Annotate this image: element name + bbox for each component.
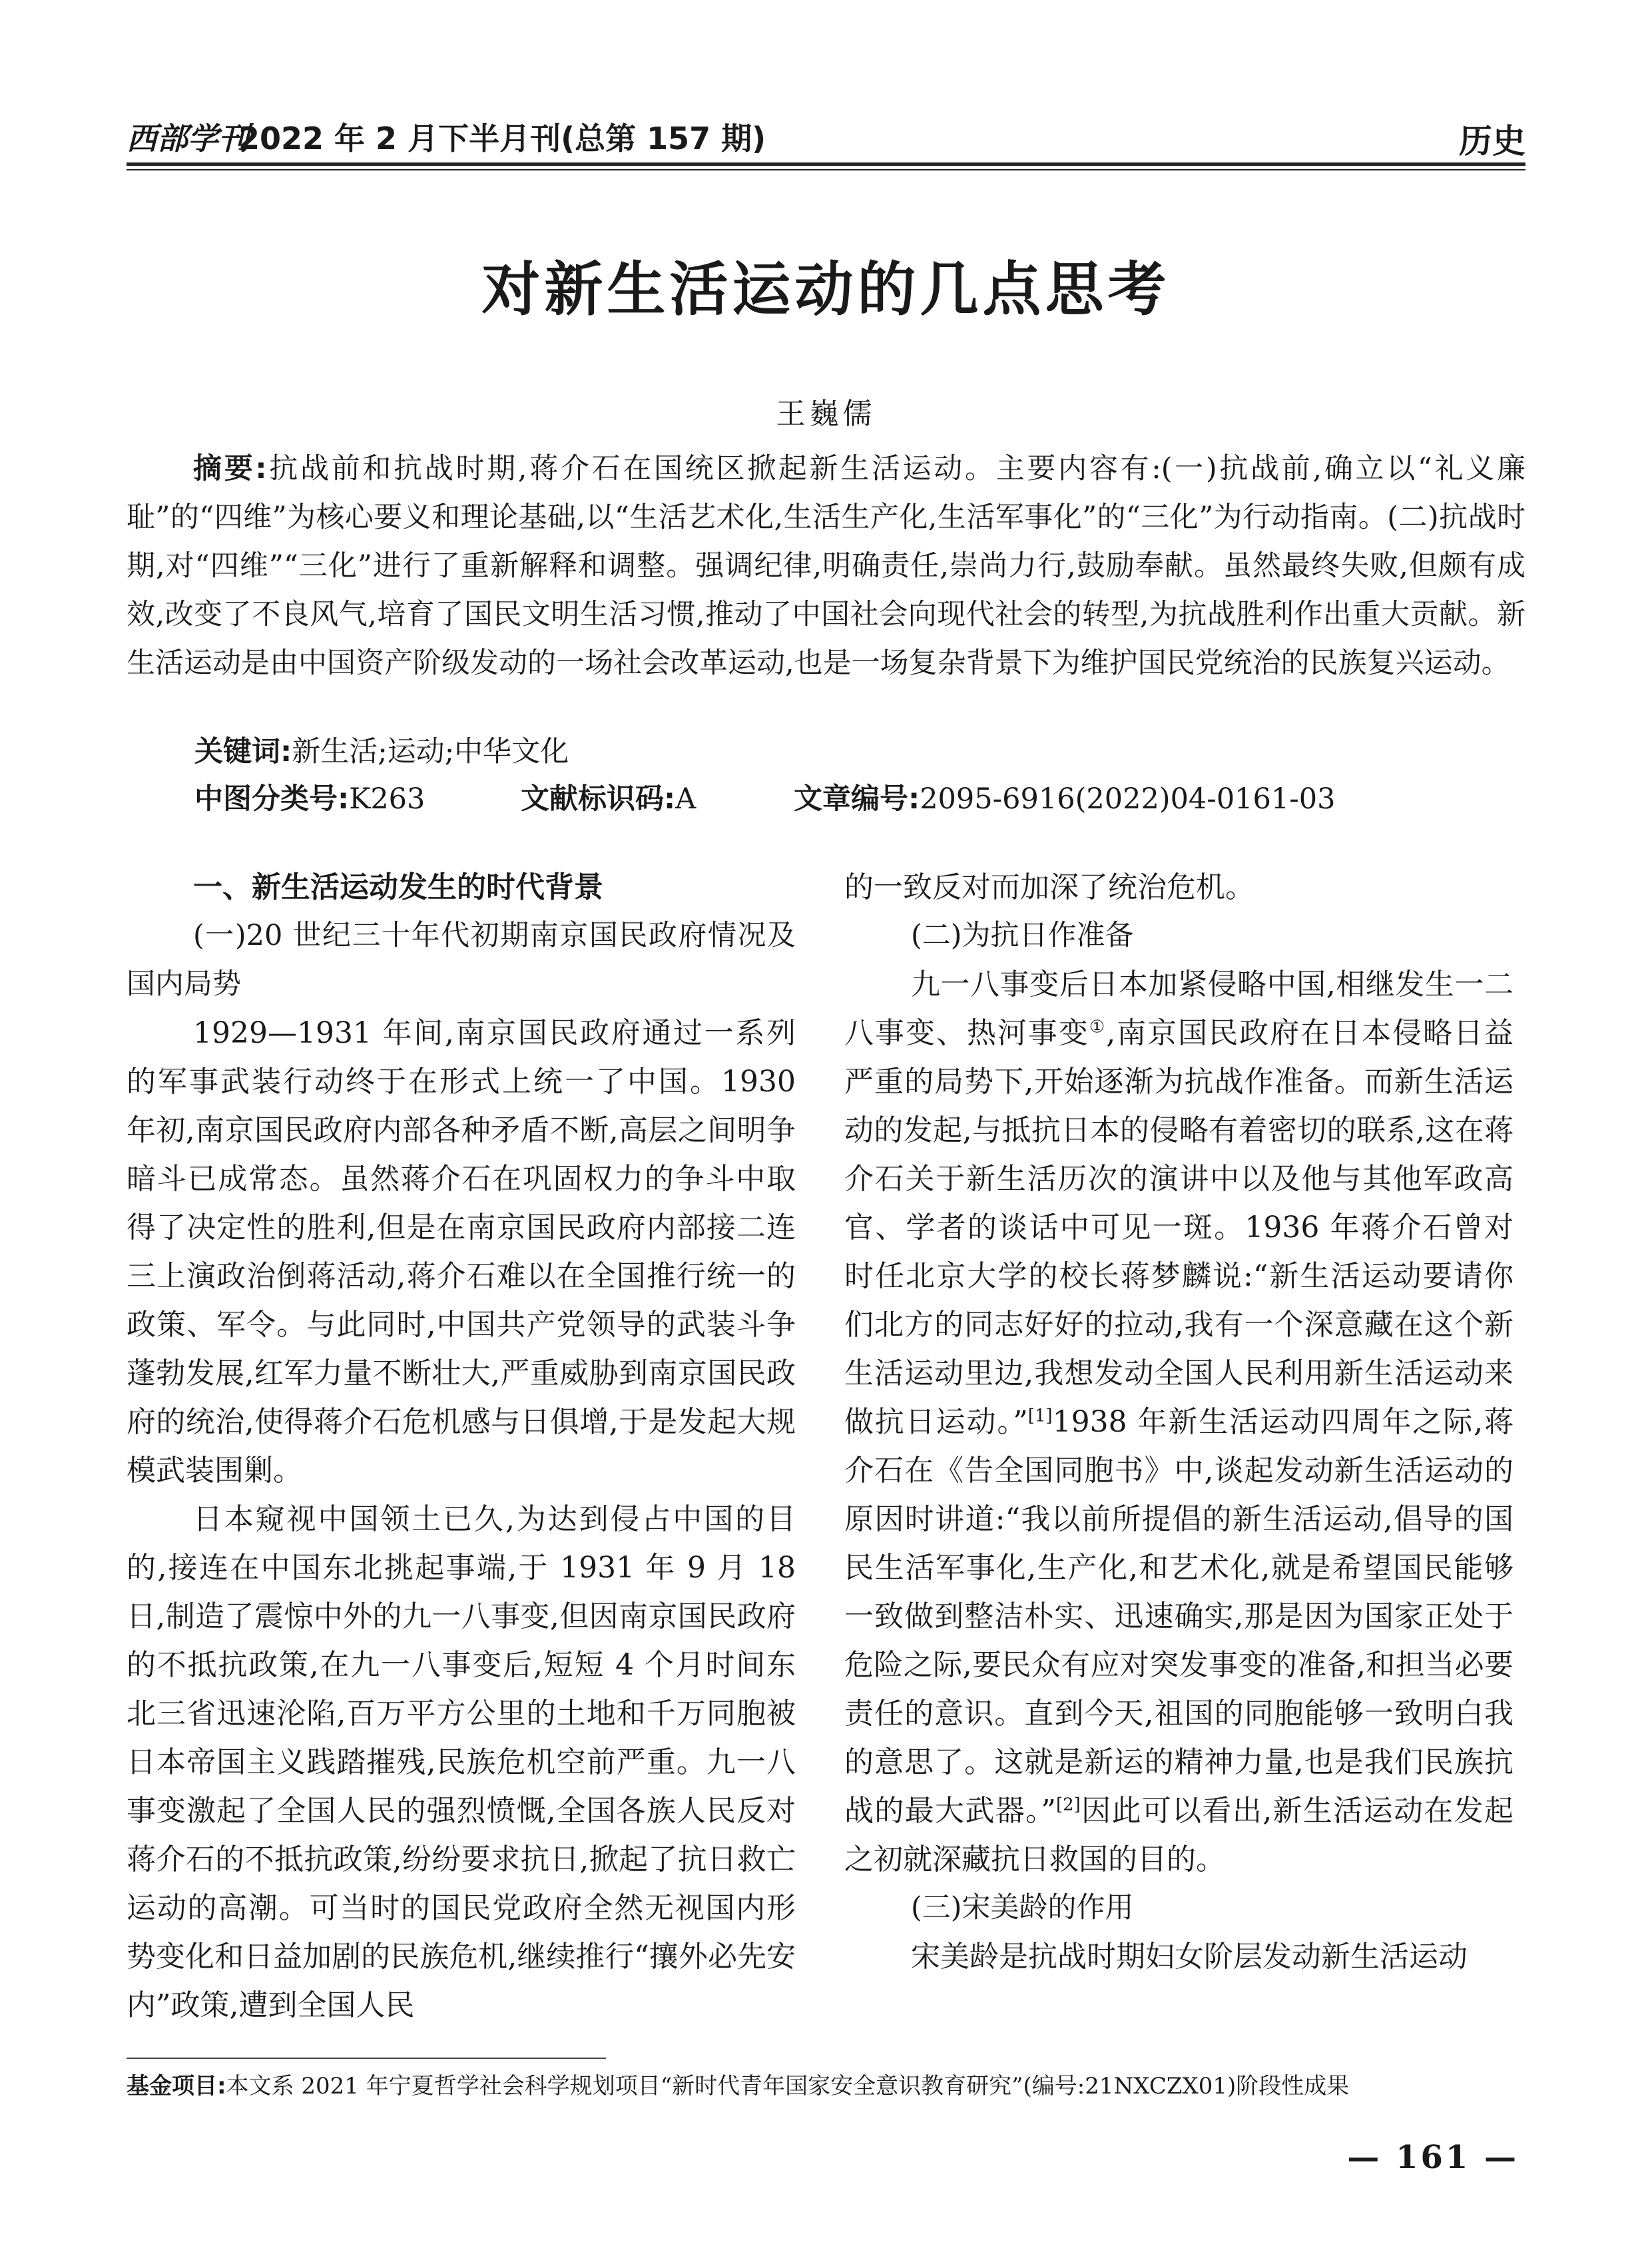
header-rule [127,162,1525,166]
abstract-text: 抗战前和抗战时期,蒋介石在国统区掀起新生活运动。主要内容有:(一)抗战前,确立以“礼义廉耻”的“四维”为核心要义和理论基础,以“生活艺术化,生活生产化,生活军事化”的“三化”为行动指南。(二)抗战时期,对“四维”“三化”进行了重新解释和调整。强调纪律,明确责任,崇尚力行,鼓励奉献。虽然最终失败,但颇有成效,改变了不良风气,培育了国民文明生活习惯,推动了中国社会向现代社会的转型,为抗战胜利作出重大贡献。新生活运动是由中国资产阶级发动的一场社会改革运动,也是一场复杂背景下为维护国民党统治的民族复兴运动。 [127,452,1525,680]
abstract [127,445,1525,688]
subsection-heading-2: (二)为抗日作准备 [911,919,1134,952]
text-run: 1938 年新生活运动四周年之际,蒋介石在《告全国同胞书》中,谈起发动新生活运动的原因时讲道:“我以前所提倡的新生活运动,倡导的国民生活军事化,生产化,和艺术化,就是希望国民能够一致做到整洁朴实、迅速确实,那是因为国家正处于危险之际,要民众有应对突发事变的准备,和担当必要责任的意识。直到今天,祖国的同胞能够一致明白我的意思了。这就是新运的精神力量,也是我们民族抗战的最大武器。” [844,1405,1514,1828]
doc-code-label: 文献标识码: [521,782,676,816]
subsection-heading-3: (三)宋美龄的作用 [911,1891,1134,1924]
section-label: 历史 [1459,122,1525,160]
citation-marker: [2] [1055,1795,1081,1815]
body-paragraph [844,960,1514,1884]
section-heading-1: 一、新生活运动发生的时代背景 [193,870,603,904]
funding-text: 本文系 2021 年宁夏哲学社会科学规划项目“新时代青年国家安全意识教育研究”(编号:21NXCZX01)阶段性成果 [226,2073,1350,2100]
citation-marker: [1] [1027,1406,1053,1426]
author-name: 王巍儒 [776,397,876,431]
header-rule-thin [127,169,1525,170]
clc-label: 中图分类号: [194,782,350,816]
issue-info: 2022 年 2 月下半月刊(总第 157 期) [238,121,766,156]
keywords-text: 新生活;运动;中华文化 [292,735,569,768]
body-paragraph: 日本窥视中国领土已久,为达到侵占中国的目的,接连在中国东北挑起事端,于 1931 年 9 月 18 日,制造了震惊中外的九一八事变,但因南京国民政府的不抵抗政策,在九一八事变后,短短 4 个月时间东北三省迅速沦陷,百万平方公里的土地和千万同胞被日本帝国主义践踏摧残,民族危机空前严重。九一八事变激起了全国人民的强烈愤慨,全国各族人民反对蒋介石的不抵抗政策,纷纷要求抗日,掀起了抗日救亡运动的高潮。可当时的国民党政府全然无视国内形势变化和日益加剧的民族危机,继续推行“攘外必先安内”政策,遭到全国人民 [127,1502,796,2022]
left-column [127,863,796,2030]
page-number: — 161 — [1347,2139,1519,2176]
right-column [844,863,1514,1981]
keywords [194,729,1525,770]
running-header [127,107,1525,160]
subsection-heading-1: (一)20 世纪三十年代初期南京国民政府情况及国内局势 [127,919,796,1001]
funding-note [127,2070,1525,2103]
journal-logo: 西部学刊 [127,121,249,156]
clc-value: K263 [349,782,425,816]
body-paragraph: 1929—1931 年间,南京国民政府通过一系列的军事武装行动终于在形式上统一了中国。1930 年初,南京国民政府内部各种矛盾不断,高层之间明争暗斗已成常态。虽然蒋介石在巩固权力的争斗中取得了决定性的胜利,但是在南京国民政府内部接二连三上演政治倒蒋活动,蒋介石难以在全国推行统一的政策、军令。与此同时,中国共产党领导的武装斗争蓬勃发展,红军力量不断壮大,严重威胁到南京国民政府的统治,使得蒋介石危机感与日俱增,于是发起大规模武装围剿。 [127,1016,796,1488]
text-run: 九一八事变后日本加紧侵略中国,相继发生一二八事变、热河事变 [844,968,1514,1050]
funding-label: 基金项目: [127,2073,226,2100]
text-run: ,南京国民政府在日本侵略日益严重的局势下,开始逐渐为抗战作准备。而新生活运动的发起,与抵抗日本的侵略有着密切的联系,这在蒋介石关于新生活历次的演讲中以及他与其他军政高官、学者的谈话中可见一斑。1936 年蒋介石曾对时任北京大学的校长蒋梦麟说:“新生活运动要请你们北方的同志好好的拉动,我有一个深意藏在这个新生活运动里边,我想发动全国人民利用新生活运动来做抗日运动。” [844,1016,1514,1439]
footnote-marker: ① [1089,1017,1107,1037]
text-run: 因此可以看出,新生活运动在发起之初就深藏抗日救国的目的。 [844,1794,1514,1876]
body-paragraph-continued: 的一致反对而加深了统治危机。 [844,870,1254,904]
article-title: 对新生活运动的几点思考 [481,254,1171,324]
article-number-value: 2095-6916(2022)04-0161-03 [920,782,1336,816]
footnote-rule [127,2058,606,2059]
doc-code-value: A [675,782,696,816]
keywords-label: 关键词: [194,735,292,768]
abstract-label: 摘要: [193,452,267,485]
body-paragraph: 宋美龄是抗战时期妇女阶层发动新生活运动 [911,1940,1468,1974]
article-number-label: 文章编号: [794,782,920,816]
